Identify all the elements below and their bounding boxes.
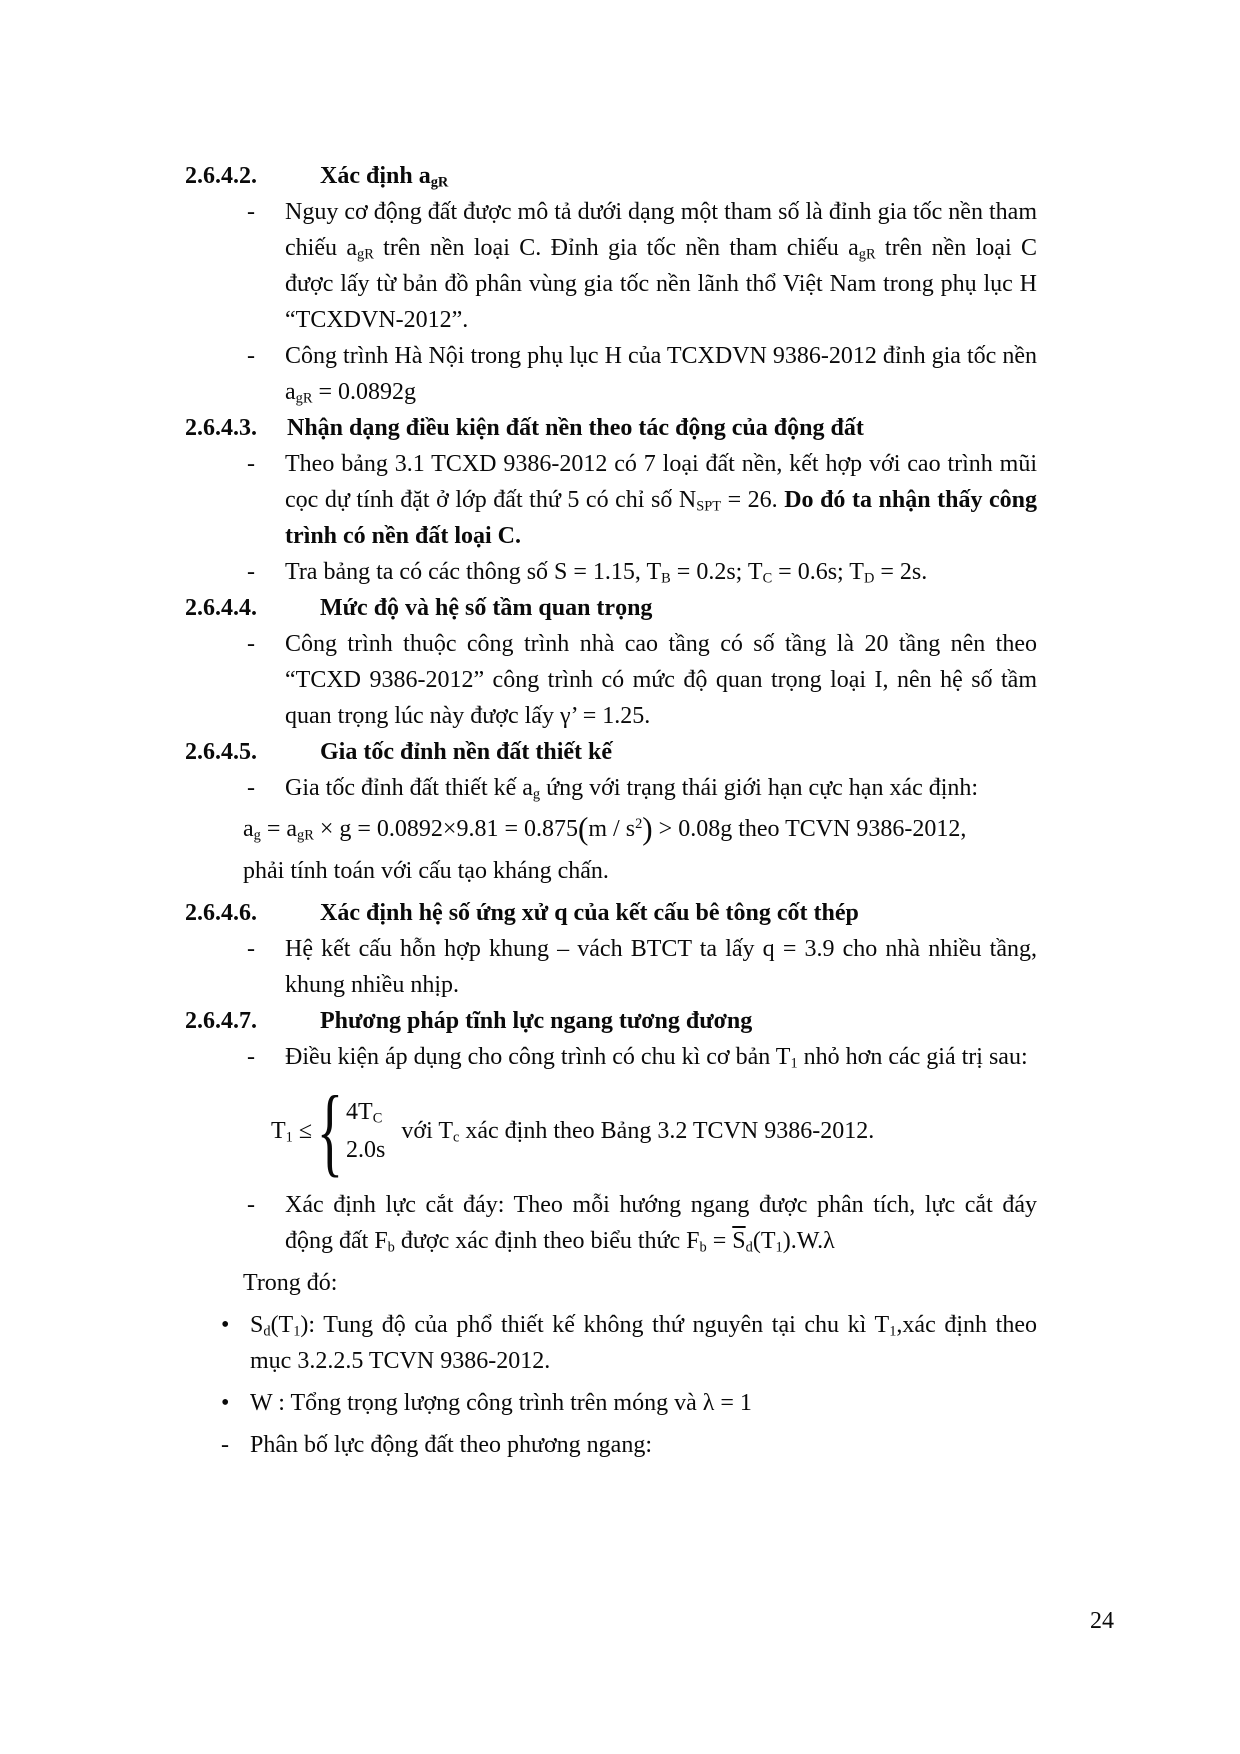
paragraph: $S_d(T_1)$: Tung độ của phổ thiết kế không thứ nguyên tại chu kì $T_1,xác$ định theo mục 3.2.2.5 TCVN 9386-2012. [250,1312,1037,1374]
dash-marker: - [247,199,255,225]
dash-marker: - [247,936,255,962]
stack-lower: 2.0s [346,1137,386,1163]
formula-rhs: với $T_c$ xác định theo Bảng 3.2 TCVN 9386-2012. [401,1118,875,1146]
dash-marker: - [247,1044,255,1070]
paragraph: W : Tổng trọng lượng công trình trên móng và λ = 1 [250,1390,752,1416]
list-item [185,338,1037,410]
dash-marker: - [247,559,255,585]
list-item [185,626,1037,734]
paragraph: Hệ kết cấu hỗn hợp khung – vách BTCT ta lấy q = 3.9 cho nhà nhiều tầng, khung nhiều nhịp. [285,936,1037,998]
formula-lhs: $T_1$ ≤ [271,1118,313,1146]
page-number: 24 [1090,1608,1114,1634]
list-item [185,931,1037,1003]
in-which-label: Trong đó: [243,1270,338,1296]
section-title: Nhận dạng điều kiện đất nền theo tác động của động đất [287,415,864,441]
bullet-marker: • [221,1312,230,1338]
paragraph: Xác định lực cắt đáy: Theo mỗi hướng ngang được phân tích, lực cắt đáy động đất $F_b$ được xác định theo biểu thức $F_b = \overline{S}_d(T_1).W.\lambda$ [285,1192,1037,1256]
section-number: 2.6.4.6. [185,900,257,926]
bullet-marker: • [221,1390,230,1416]
list-item [185,554,1037,590]
section-number: 2.6.4.7. [185,1008,257,1034]
list-item [185,1039,1037,1075]
section-heading-2.6.4.2 [185,158,1037,194]
formula-period-condition [271,1075,1037,1186]
section-title: Xác định $a_{gR}$ [320,163,449,191]
paragraph: Công trình Hà Nội trong phụ lục H của TCXDVN 9386-2012 đỉnh gia tốc nền $a_{gR} = 0.0892g$ [285,343,1037,407]
brace-stack [346,1093,385,1169]
section-number: 2.6.4.2. [185,163,257,189]
list-item [185,1427,1037,1463]
dash-marker: - [247,1192,255,1218]
section-title: Gia tốc đỉnh nền đất thiết kế [320,739,613,765]
paragraph: Tra bảng ta có các thông số S = 1.15, $T_B = 0.2s$; $T_C = 0.6s$; $T_D = 2s$. [285,559,928,587]
section-heading-2.6.4.3 [185,410,1037,446]
section-heading-2.6.4.4 [185,590,1037,626]
list-item [185,1307,1037,1379]
section-heading-2.6.4.7 [185,1003,1037,1039]
paragraph: Công trình thuộc công trình nhà cao tầng có số tầng là 20 tầng nên theo “TCXD 9386-2012” công trình có mức độ quan trọng loại I, nên hệ số tầm quan trọng lúc này được lấy γ’ = 1.25. [285,631,1037,729]
dash-marker: - [247,343,255,369]
list-item [185,194,1037,338]
document-content [185,158,1037,1463]
list-item [185,446,1037,554]
formula-design-acceleration: $a_g = a_{gR} \times g = 0.0892\times 9.81 = 0.875(m / s^2) > 0.08g$ theo TCVN 9386-2012, [243,811,967,847]
section-number: 2.6.4.4. [185,595,257,621]
list-item [185,1187,1037,1259]
paragraph: Điều kiện áp dụng cho công trình có chu kì cơ bản $T_1$ nhỏ hơn các giá trị sau: [285,1044,1028,1072]
dash-marker: - [221,1432,229,1458]
paragraph: Phân bố lực động đất theo phương ngang: [250,1432,652,1458]
dash-marker: - [247,775,255,801]
section-title: Mức độ và hệ số tầm quan trọng [320,595,653,621]
paragraph: Gia tốc đỉnh đất thiết kế $a_g$ ứng với trạng thái giới hạn cực hạn xác định: [285,775,979,803]
list-item [185,1385,1037,1421]
paragraph: phải tính toán với cấu tạo kháng chấn. [243,858,609,884]
section-heading-2.6.4.6 [185,895,1037,931]
dash-marker: - [247,631,255,657]
paragraph: Theo bảng 3.1 TCXD 9386-2012 có 7 loại đất nền, kết hợp với cao trình mũi cọc dự tính đặt ở lớp đất thứ 5 có chỉ số $N_{SPT} = 26$. Do đó ta nhận thấy công trình có nền đất loại C. [285,451,1037,549]
list-item [185,770,1037,806]
paragraph: Nguy cơ động đất được mô tả dưới dạng một tham số là đỉnh gia tốc nền tham chiếu $a_{gR}$ trên nền loại C. Đỉnh gia tốc nền tham chiếu $a_{gR}$ trên nền loại C được lấy từ bản đồ phân vùng gia tốc nền lãnh thổ Việt Nam trong phụ lục H “TCXDVN-2012”. [285,199,1037,333]
stack-upper: $4T_C$ [346,1099,383,1127]
section-title: Phương pháp tĩnh lực ngang tương đương [320,1008,753,1034]
section-heading-2.6.4.5 [185,734,1037,770]
section-title: Xác định hệ số ứng xử q của kết cấu bê tông cốt thép [320,900,859,926]
dash-marker: - [247,451,255,477]
left-brace: { [316,1075,344,1186]
section-number: 2.6.4.5. [185,739,257,765]
section-number: 2.6.4.3. [185,415,257,441]
